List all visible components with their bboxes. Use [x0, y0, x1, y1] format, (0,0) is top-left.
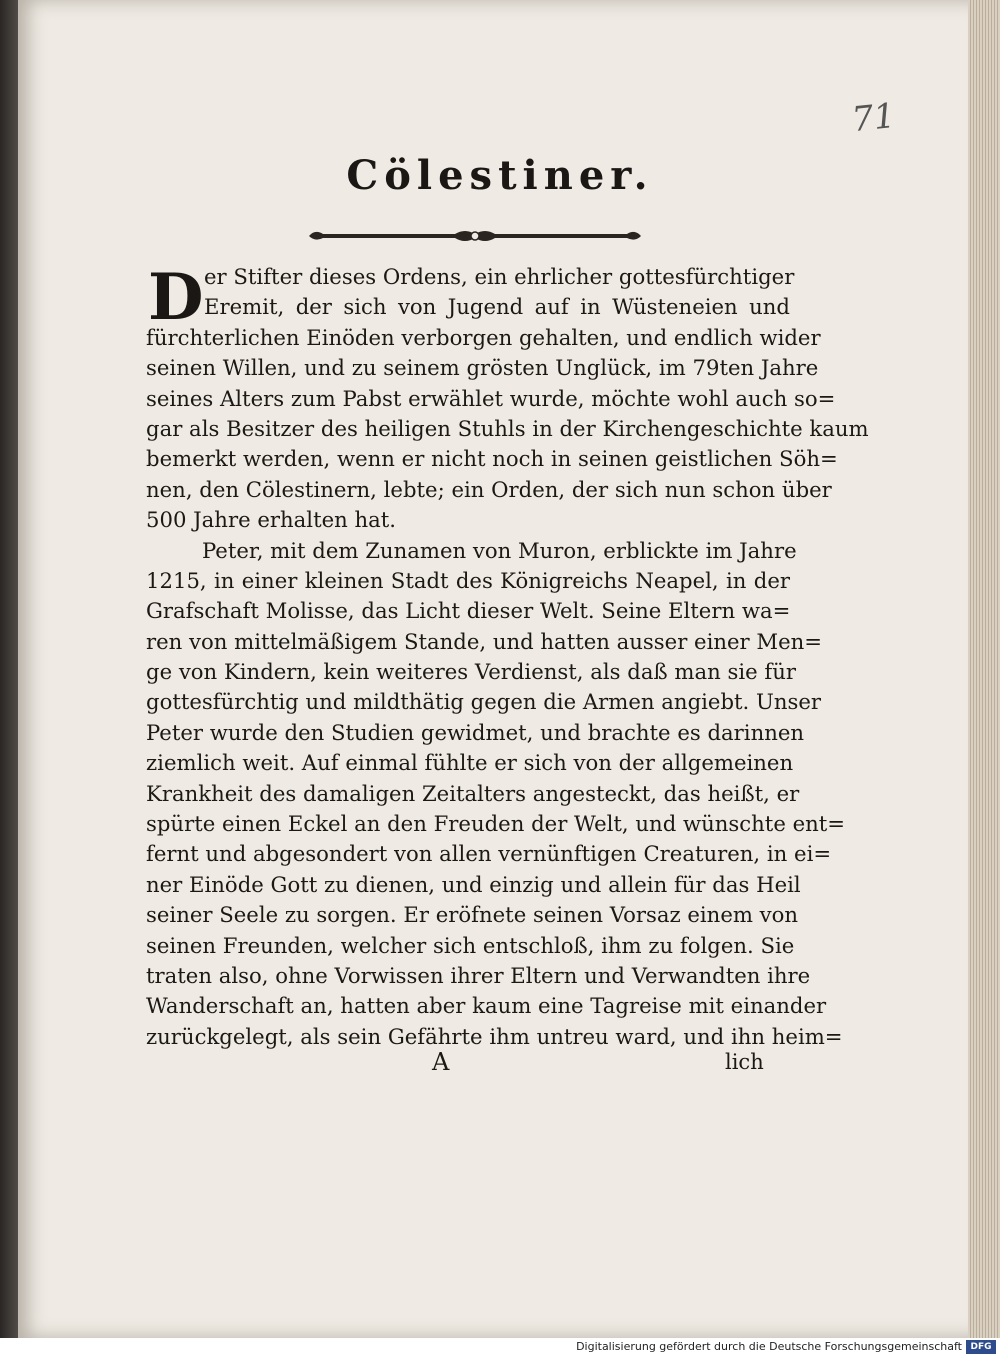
- signature-mark: A: [432, 1048, 450, 1076]
- text-line: fürchterlichen Einöden verborgen gehalten, und endlich wider: [146, 324, 821, 350]
- text-line: Peter wurde den Studien gewidmet, und brachte es darinnen: [146, 719, 805, 745]
- catchword: lich: [725, 1050, 764, 1074]
- text-line: ren von mittelmäßigem Stande, und hatten ausser einer Men=: [146, 628, 823, 654]
- text-line: Krankheit des damaligen Zeitalters angesteckt, das heißt, er: [146, 780, 800, 806]
- text-line: gar als Besitzer des heiligen Stuhls in der Kirchengeschichte kaum: [146, 415, 869, 441]
- text-line: spürte einen Eckel an den Freuden der Welt, und wünschte ent=: [146, 811, 846, 837]
- text-line: seinen Willen, und zu seinem grösten Unglück, im 79ten Jahre: [146, 355, 819, 381]
- text-line: 500 Jahre erhalten hat.: [146, 507, 397, 533]
- page-edges: [968, 0, 1000, 1338]
- body-text: [146, 262, 869, 1052]
- drop-cap: D: [148, 260, 204, 335]
- text-line: Wanderschaft an, hatten aber kaum eine Tagreise mit einander: [146, 993, 827, 1019]
- text-line: fernt und abgesondert von allen vernünftigen Creaturen, in ei=: [146, 841, 832, 867]
- text-line: gottesfürchtig und mildthätig gegen die Armen angiebt. Unser: [146, 689, 822, 715]
- text-line: 1215, in einer kleinen Stadt des Königreichs Neapel, in der: [146, 567, 790, 593]
- text-line: ner Einöde Gott zu dienen, und einzig und allein für das Heil: [146, 871, 801, 897]
- footer-credit: Digitalisierung gefördert durch die Deutsche Forschungsgemeinschaft: [576, 1340, 962, 1353]
- dfg-logo-icon: DFG: [966, 1340, 996, 1354]
- text-line: traten also, ohne Vorwissen ihrer Eltern und Verwandten ihre: [146, 962, 811, 988]
- ornament-divider: [305, 225, 645, 247]
- text-line: ge von Kindern, kein weiteres Verdienst, als daß man sie für: [146, 659, 796, 685]
- text-line: nen, den Cölestinern, lebte; ein Orden, der sich nun schon über: [146, 476, 832, 502]
- text-line: er Stifter dieses Ordens, ein ehrlicher gottesfürchtiger: [204, 264, 795, 289]
- text-line: Peter, mit dem Zunamen von Muron, erblickte im Jahre: [202, 537, 797, 563]
- text-line: seines Alters zum Pabst erwählet wurde, möchte wohl auch so=: [146, 385, 836, 411]
- chapter-title: Cölestiner.: [346, 152, 654, 199]
- folio-number: 71: [850, 95, 898, 141]
- text-line: bemerkt werden, wenn er nicht noch in seinen geistlichen Söh=: [146, 446, 838, 472]
- text-line: ziemlich weit. Auf einmal fühlte er sich von der allgemeinen: [146, 750, 794, 776]
- text-line: Eremit, der sich von Jugend auf in Wüsteneien und: [204, 294, 790, 320]
- text-line: seinen Freunden, welcher sich entschloß, ihm zu folgen. Sie: [146, 932, 795, 958]
- text-line: zurückgelegt, als sein Gefährte ihm untreu ward, und ihn heim=: [146, 1023, 843, 1049]
- scan-background: [0, 0, 20, 1357]
- text-line: seiner Seele zu sorgen. Er eröfnete seinen Vorsaz einem von: [146, 902, 799, 928]
- text-line: Grafschaft Molisse, das Licht dieser Welt. Seine Eltern wa=: [146, 598, 791, 624]
